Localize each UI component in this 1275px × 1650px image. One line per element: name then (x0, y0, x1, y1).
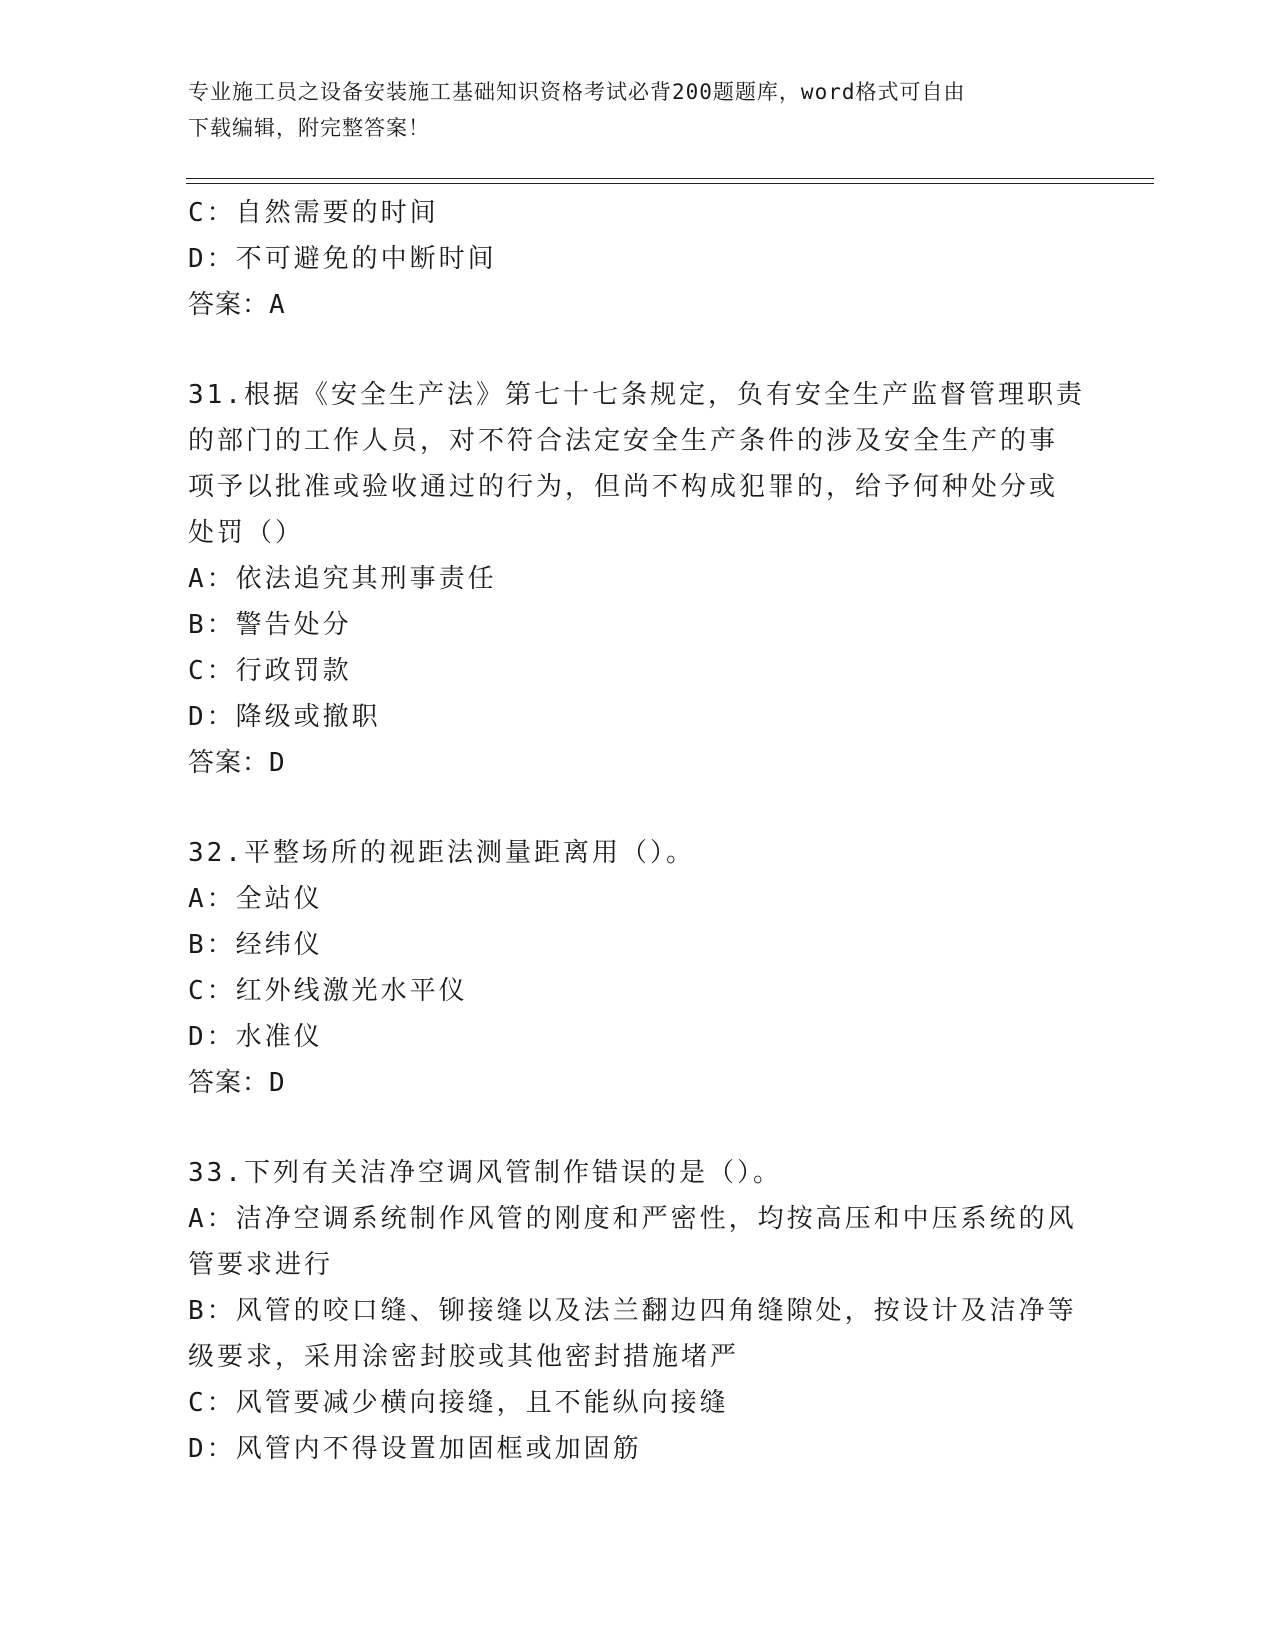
question-content (188, 190, 1088, 1472)
answer-line: 答案：A (188, 290, 286, 320)
question-32 (188, 830, 1088, 1106)
option-d: D：风管内不得设置加固框或加固筋 (188, 1434, 642, 1464)
question-stem-line: 处罚（） (188, 518, 305, 548)
option-c: C：自然需要的时间 (188, 198, 439, 228)
option-c: C：行政罚款 (188, 656, 352, 686)
answer-line: 答案：D (188, 748, 286, 778)
header-line-1: 专业施工员之设备安装施工基础知识资格考试必背200题题库，word格式可自由 (188, 80, 966, 104)
option-c: C：红外线激光水平仪 (188, 976, 468, 1006)
spacer (188, 786, 1088, 830)
option-a-line: A：洁净空调系统制作风管的刚度和严密性，均按高压和中压系统的风 (188, 1204, 1077, 1234)
question-30-tail (188, 190, 1088, 328)
option-d: D：不可避免的中断时间 (188, 244, 497, 274)
header-rule-bottom (186, 183, 1154, 184)
option-c: C：风管要减少横向接缝，且不能纵向接缝 (188, 1388, 729, 1418)
option-b-line: B：风管的咬口缝、铆接缝以及法兰翻边四角缝隙处，按设计及洁净等 (188, 1296, 1077, 1326)
question-stem-line: 33.下列有关洁净空调风管制作错误的是（）。 (188, 1158, 782, 1188)
answer-line: 答案：D (188, 1068, 286, 1098)
question-stem-line: 32.平整场所的视距法测量距离用（）。 (188, 838, 695, 868)
option-d: D：水准仪 (188, 1022, 323, 1052)
option-b-line: 级要求，采用涂密封胶或其他密封措施堵严 (188, 1342, 740, 1372)
option-a: A：全站仪 (188, 884, 323, 914)
option-a: A：依法追究其刑事责任 (188, 564, 497, 594)
option-b: B：经纬仪 (188, 930, 323, 960)
header-line-2: 下载编辑，附完整答案！ (188, 116, 430, 140)
spacer (188, 328, 1088, 372)
question-stem-line: 项予以批准或验收通过的行为，但尚不构成犯罪的，给予何种处分或 (188, 472, 1059, 502)
question-33 (188, 1150, 1088, 1472)
option-a-line: 管要求进行 (188, 1250, 334, 1280)
document-header (188, 74, 1088, 146)
option-d: D：降级或撤职 (188, 702, 381, 732)
header-rule-top (186, 178, 1154, 179)
question-31 (188, 372, 1088, 786)
question-stem-line: 的部门的工作人员，对不符合法定安全生产条件的涉及安全生产的事 (188, 426, 1059, 456)
spacer (188, 1106, 1088, 1150)
option-b: B：警告处分 (188, 610, 352, 640)
question-stem-line: 31.根据《安全生产法》第七十七条规定，负有安全生产监督管理职责 (188, 380, 1085, 410)
